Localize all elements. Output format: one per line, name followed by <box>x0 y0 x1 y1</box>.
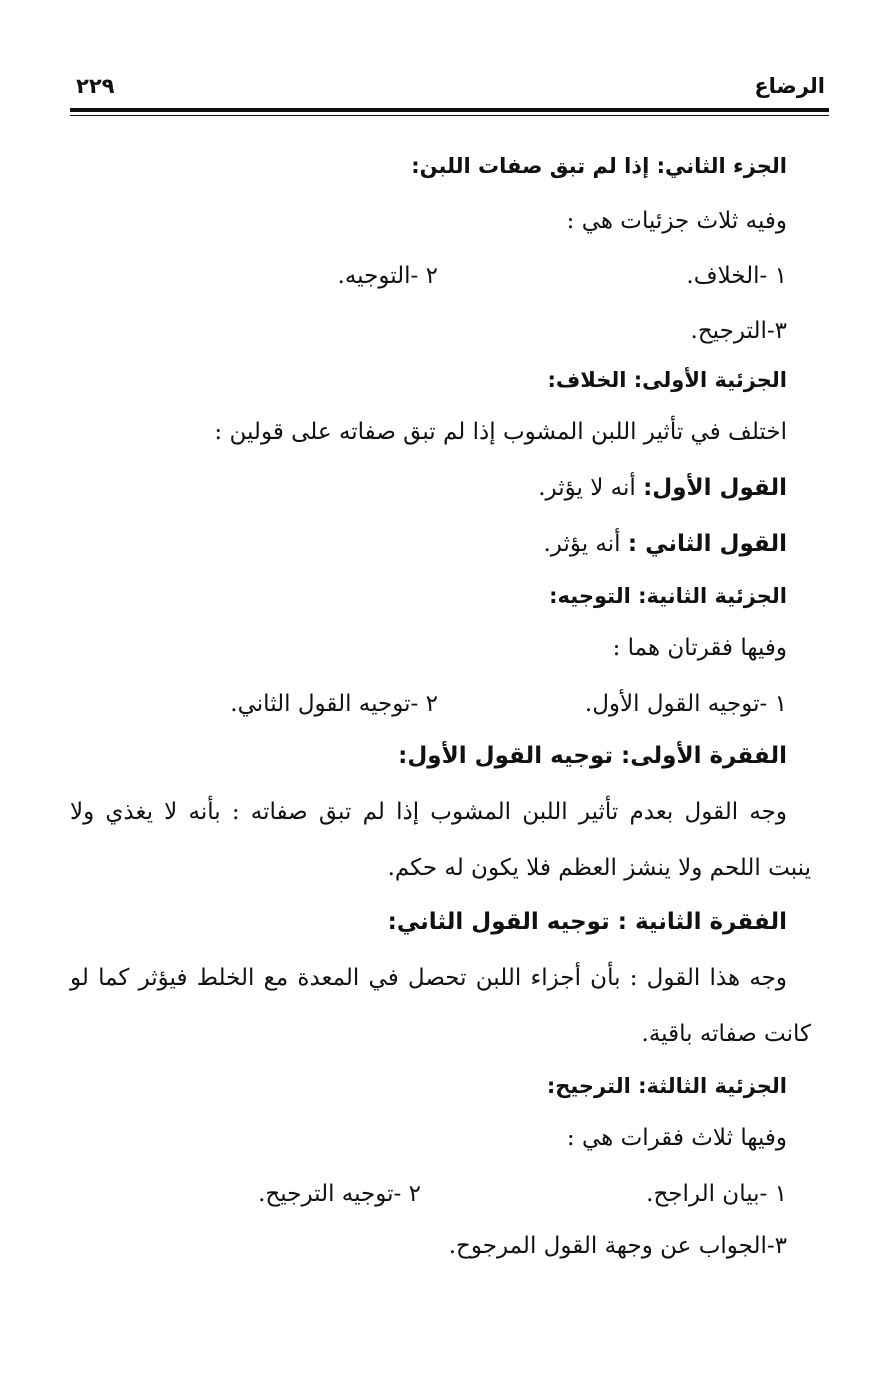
part2-list-item-3: ٣-الترجيح. <box>690 318 787 344</box>
sub3-list-item-3: ٣-الجواب عن وجهة القول المرجوح. <box>448 1233 787 1259</box>
sub3-list-item-1: ١ -بيان الراجح. <box>646 1181 787 1207</box>
para1-heading: الفقرة الأولى: توجيه القول الأول: <box>398 743 787 769</box>
part2-list-item-2: ٢ -التوجيه. <box>337 263 438 289</box>
part2-heading: الجزء الثاني: إذا لم تبق صفات اللبن: <box>411 154 787 178</box>
part2-intro: وفيه ثلاث جزئيات هي : <box>566 208 787 234</box>
page-number: ٢٢٩ <box>76 74 115 98</box>
para1-line-2: ينبت اللحم ولا ينشز العظم فلا يكون له حكم. <box>387 855 811 881</box>
sub2-list-item-2: ٢ -توجيه القول الثاني. <box>230 691 438 717</box>
opinion2-text: أنه يؤثر. <box>543 531 621 557</box>
sub3-heading: الجزئية الثالثة: الترجيح: <box>546 1074 787 1098</box>
part2-list-item-1: ١ -الخلاف. <box>686 263 787 289</box>
header-rule-thick <box>70 108 829 112</box>
para2-line-1: وجه هذا القول : بأن أجزاء اللبن تحصل في المعدة مع الخلط فيؤثر كما لو <box>70 965 787 991</box>
opinion1-line <box>538 470 787 506</box>
opinion2-label: القول الثاني : <box>627 531 787 557</box>
sub2-heading: الجزئية الثانية: التوجيه: <box>549 584 787 608</box>
sub2-intro: وفيها فقرتان هما : <box>612 635 787 661</box>
para2-heading: الفقرة الثانية : توجيه القول الثاني: <box>387 909 787 935</box>
sub1-heading: الجزئية الأولى: الخلاف: <box>547 368 787 392</box>
para1-line-1: وجه القول بعدم تأثير اللبن المشوب إذا لم تبق صفاته : بأنه لا يغذي ولا <box>70 799 787 825</box>
para2-line-2: كانت صفاته باقية. <box>641 1021 811 1047</box>
sub1-text: اختلف في تأثير اللبن المشوب إذا لم تبق صفاته على قولين : <box>214 419 787 445</box>
header-rule-thin <box>70 115 829 116</box>
sub2-list-item-1: ١ -توجيه القول الأول. <box>584 691 787 717</box>
opinion1-label: القول الأول: <box>643 475 787 501</box>
sub3-list-item-2: ٢ -توجيه الترجيح. <box>258 1181 421 1207</box>
sub3-intro: وفيها ثلاث فقرات هي : <box>566 1125 787 1151</box>
opinion1-text: أنه لا يؤثر. <box>538 475 636 501</box>
running-title: الرضاع <box>754 74 825 98</box>
opinion2-line <box>543 526 787 562</box>
page-header <box>70 72 825 102</box>
